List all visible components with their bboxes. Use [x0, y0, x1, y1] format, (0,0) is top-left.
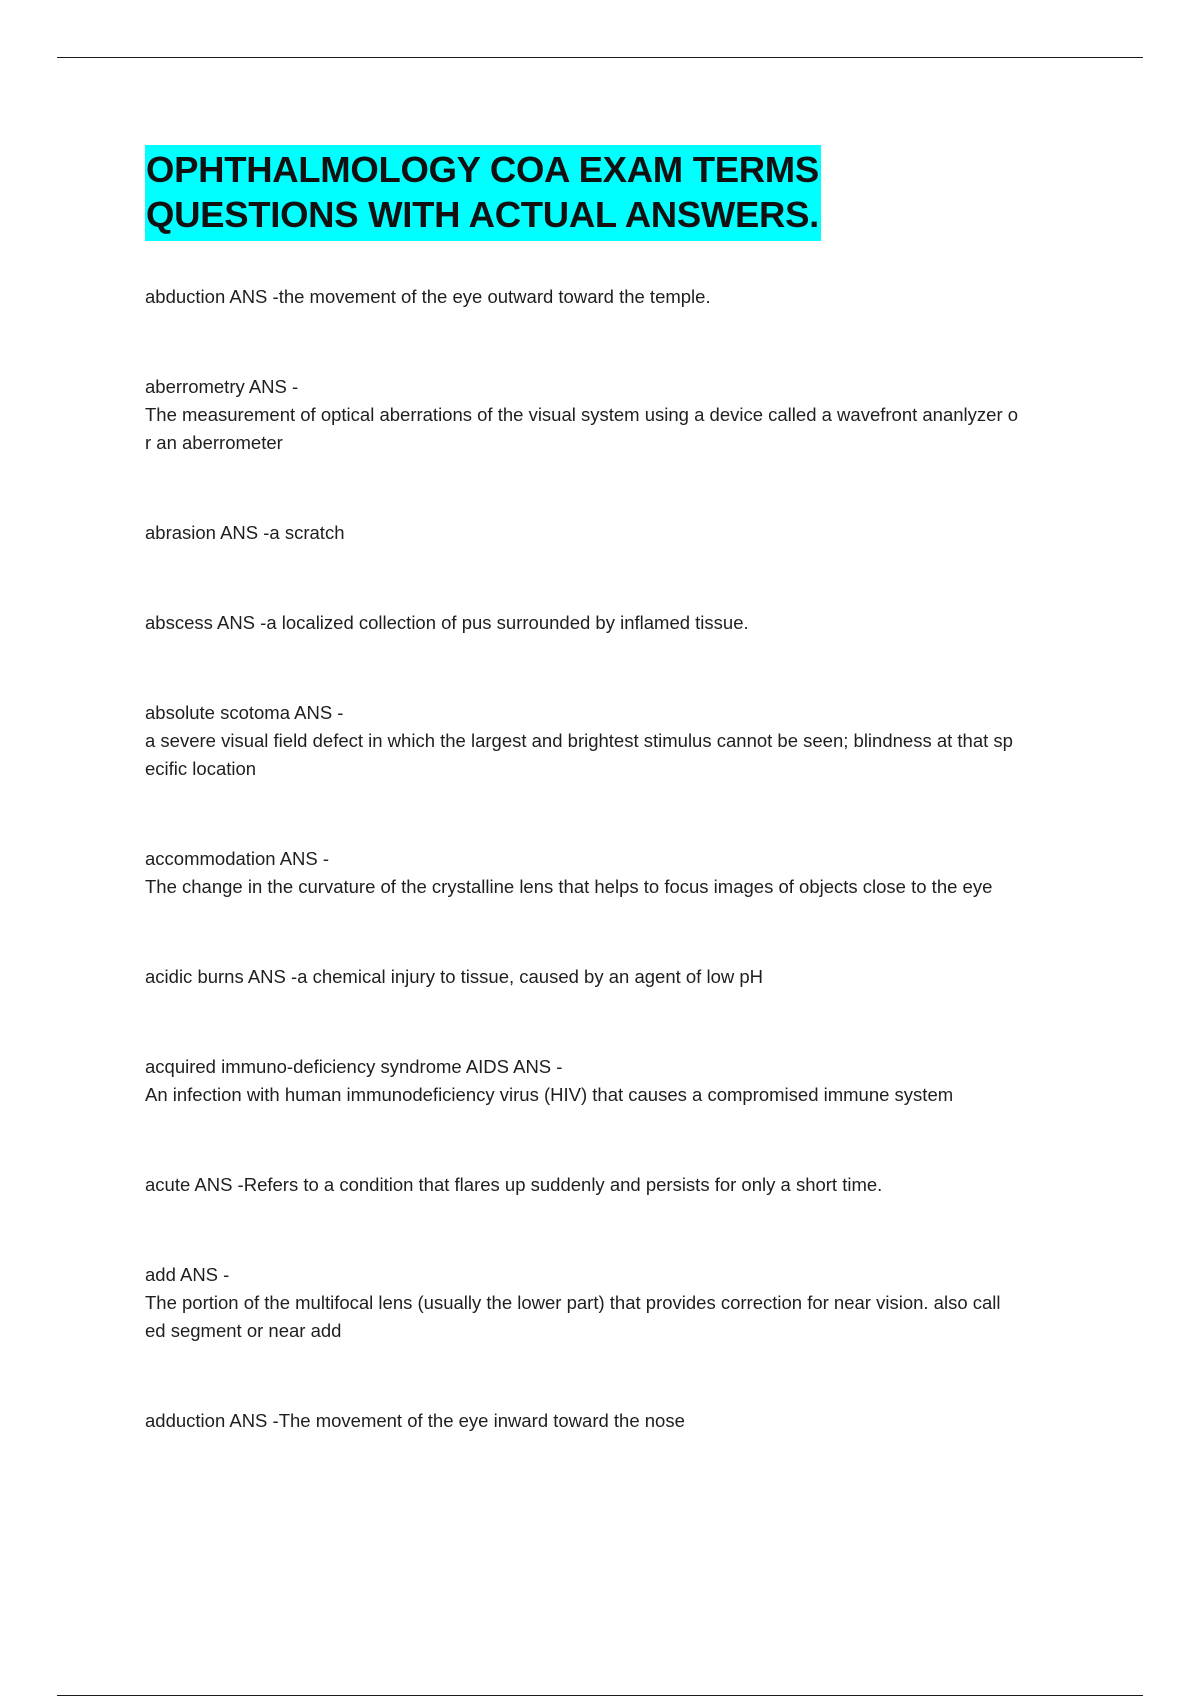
term-entry-abduction	[145, 283, 1095, 311]
term-entry-aberrometry	[145, 373, 1095, 457]
entry-line: ecific location	[145, 758, 257, 779]
term-entry-accommodation	[145, 845, 1095, 901]
entry-line: aberrometry ANS -	[145, 376, 299, 397]
entry-line: acquired immuno-deficiency syndrome AIDS ANS -	[145, 1056, 563, 1077]
entry-line: a severe visual field defect in which the largest and brightest stimulus cannot be seen; blindness at that sp	[145, 730, 1013, 751]
entry-line: absolute scotoma ANS -	[145, 702, 344, 723]
term-entry-acute	[145, 1171, 1095, 1199]
entry-line: The change in the curvature of the crystalline lens that helps to focus images of objects close to the eye	[145, 876, 993, 897]
title-line-1: OPHTHALMOLOGY COA EXAM TERMS	[146, 149, 819, 190]
page-content	[145, 145, 1095, 1435]
term-entry-add	[145, 1261, 1095, 1345]
title-line-2: QUESTIONS WITH ACTUAL ANSWERS.	[146, 194, 820, 235]
entry-line: r an aberrometer	[145, 432, 283, 453]
entry-line: acidic burns ANS -a chemical injury to tissue, caused by an agent of low pH	[145, 966, 764, 987]
entry-line: An infection with human immunodeficiency virus (HIV) that causes a compromised immune system	[145, 1084, 954, 1105]
term-list	[145, 283, 1095, 1435]
entry-line: abduction ANS -the movement of the eye outward toward the temple.	[145, 286, 711, 307]
term-entry-acidic-burns	[145, 963, 1095, 991]
entry-line: The portion of the multifocal lens (usually the lower part) that provides correction for near vision. also call	[145, 1292, 1001, 1313]
term-entry-abrasion	[145, 519, 1095, 547]
term-entry-absolute-scotoma	[145, 699, 1095, 783]
term-entry-abscess	[145, 609, 1095, 637]
bottom-rule	[57, 1695, 1143, 1696]
entry-line: acute ANS -Refers to a condition that flares up suddenly and persists for only a short time.	[145, 1174, 883, 1195]
term-entry-aids	[145, 1053, 1095, 1109]
entry-line: adduction ANS -The movement of the eye inward toward the nose	[145, 1410, 685, 1431]
entry-line: accommodation ANS -	[145, 848, 330, 869]
entry-line: The measurement of optical aberrations of the visual system using a device called a wavefront ananlyzer o	[145, 404, 1019, 425]
top-rule	[57, 57, 1143, 58]
entry-line: abscess ANS -a localized collection of pus surrounded by inflamed tissue.	[145, 612, 749, 633]
entry-line: abrasion ANS -a scratch	[145, 522, 345, 543]
document-title	[145, 145, 821, 241]
term-entry-adduction	[145, 1407, 1095, 1435]
entry-line: add ANS -	[145, 1264, 230, 1285]
entry-line: ed segment or near add	[145, 1320, 342, 1341]
